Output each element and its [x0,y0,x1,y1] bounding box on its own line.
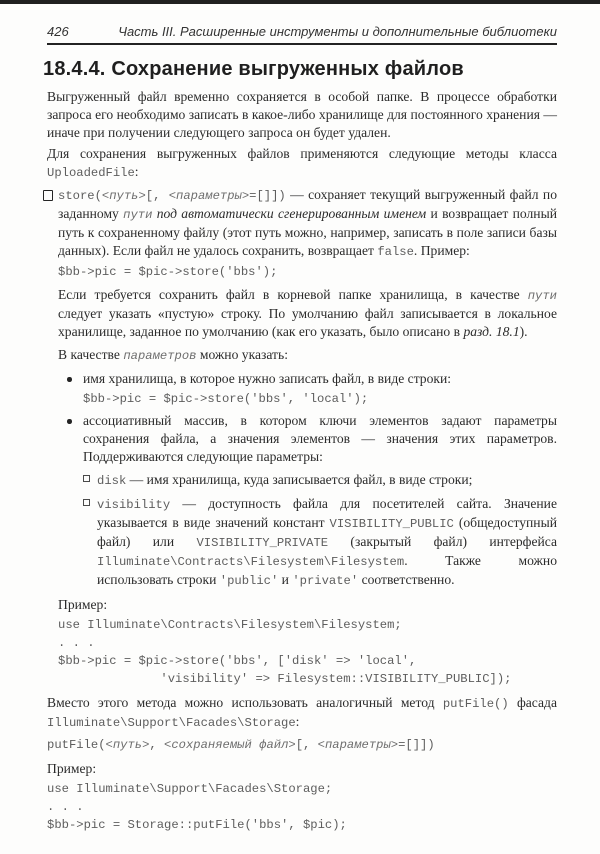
store-method-description [58,186,557,261]
list-item-store-method [47,186,557,687]
assoc-array-text: ассоциативный массив, в котором ключи элементов задают параметры сохранения файла, а значения элементов — значения этих параметров. Поддерживаются следующие параметры: [83,413,557,464]
code-line: $bb->pic = $pic->store('bbs', ['disk' => 'local', [58,654,417,668]
code-arg-path: <путь> [101,189,146,203]
code-arg-saved-file: <сохраняемый файл> [164,738,296,752]
text-run: : [295,714,300,729]
text-run: — имя хранилища, куда записывается файл, в виде строки; [126,472,473,487]
running-header [47,0,557,45]
text-run: Вместо этого метода можно использовать аналогичный метод [47,695,443,710]
text-run: — доступность файла для посетителей сайта. Значение указывается в виде значений констант [97,496,557,530]
text-run: и возвращает полный путь к сохраненному файлу (этот путь можно, например, записать в поле записи базы данных). Если файл не удалось сохранить, возвращает [58,206,557,258]
code-run: putFile( [47,738,106,752]
circle-bullet-icon [67,377,72,382]
paragraph-methods [47,145,557,182]
text-run: В качестве [58,347,124,362]
paragraph-intro: Выгруженный файл временно сохраняется в особой папке. В процессе обработки запроса его необходимо записать в какое-либо хранилище для постоянного хранения — иначе при получении следующего запроса он будет удален. [47,89,557,140]
text-run: фасада [508,695,557,710]
text-run: (общедоступный файл) или [97,515,557,549]
paragraph-putfile [47,694,557,732]
paragraph-params-intro [58,346,557,365]
code-run: [, [145,189,169,203]
code-line: use Illuminate\Support\Facades\Storage; [47,782,333,796]
text-run: и [278,572,293,587]
section-title: 18.4.4. Сохранение выгруженных файлов [43,58,464,80]
code-run-storage-facade: Illuminate\Support\Facades\Storage [47,716,296,730]
page-number: 426 [47,24,69,39]
code-run: =[]]) [249,189,286,203]
code-block-putfile-example [47,782,557,833]
code-run-public-string: 'public' [219,574,279,588]
example-label: Пример: [47,761,97,776]
code-line-store-example: $bb->pic = $pic->store('bbs'); [58,265,278,279]
list-item-visibility-param [83,495,557,590]
code-line-putfile-signature [47,738,557,753]
paragraph-root-folder [58,286,557,341]
text-run: — сохраняет текущий выгруженный файл по заданному [58,187,557,221]
code-arg-path: <путь> [105,738,150,752]
square-bullet-icon [43,190,53,201]
code-run-visibility: visibility [97,498,171,512]
visibility-param-text [97,495,557,590]
code-arg-path-ref: пути [123,208,153,222]
code-block-store-full-example [58,618,557,687]
text-run: (закрытый файл) интерфейса [328,534,558,549]
code-run-private-string: 'private' [292,574,359,588]
code-arg-params: <параметры> [168,189,250,203]
text-run: следует указать «пустую» строку. По умолчанию файл записывается в локальное хранилище, заданное по умолчанию (как его указать, было описано в [58,306,557,339]
text-run: соответственно. [358,572,455,587]
section-reference: разд. 18.1 [463,324,520,339]
code-run: store( [58,189,102,203]
text-run: Для сохранения выгруженных файлов применяются следующие методы класса [47,146,557,161]
code-run: [, [295,738,318,752]
example-label: Пример: [58,597,108,612]
text-run: . Также можно использовать строки [97,553,557,587]
code-arg-path-ref: пути [527,289,557,303]
code-arg-params-ref: параметров [123,349,197,363]
code-run-filesystem-interface: Illuminate\Contracts\Filesystem\Filesystem [97,555,405,569]
code-line: $bb->pic = Storage::putFile('bbs', $pic); [47,818,347,832]
code-run-putfile: putFile() [442,697,509,711]
code-line: 'visibility' => Filesystem::VISIBILITY_PUBLIC]); [58,672,512,686]
text-run: ). [519,324,528,339]
code-run: =[]]) [398,738,435,752]
code-arg-params: <параметры> [317,738,399,752]
code-line-ellipsis: . . . [47,800,84,814]
circle-bullet-icon [67,419,72,424]
code-run-disk: disk [97,474,127,488]
disk-param-text [97,471,557,490]
list-item-storage-name [58,370,557,407]
text-run: . Пример: [413,243,470,258]
page-top-edge [0,0,600,4]
code-run: , [149,738,165,752]
code-run-visibility-public: VISIBILITY_PUBLIC [329,517,454,531]
code-run-visibility-private: VISIBILITY_PRIVATE [196,536,329,550]
text-run: : [134,164,139,179]
chapter-title: Часть III. Расширенные инструменты и дополнительные библиотеки [118,24,557,39]
code-line-ellipsis: . . . [58,636,95,650]
text-run: можно указать: [196,347,288,362]
text-run: Если требуется сохранить файл в корневой папке хранилища, в качестве [58,287,528,302]
list-item-assoc-array [58,412,557,590]
code-run-uploadedfile: UploadedFile [47,166,135,180]
code-line: use Illuminate\Contracts\Filesystem\Filesystem; [58,618,402,632]
small-square-bullet-icon [83,475,90,482]
storage-name-text: имя хранилища, в которое нужно записать файл, в виде строки: [83,371,452,386]
list-item-disk-param [83,471,557,490]
small-square-bullet-icon [83,499,90,506]
italic-run: под автоматически сгенерированным именем [152,206,427,221]
code-run-false: false [377,245,414,259]
code-line-local-example: $bb->pic = $pic->store('bbs', 'local'); [83,392,369,406]
